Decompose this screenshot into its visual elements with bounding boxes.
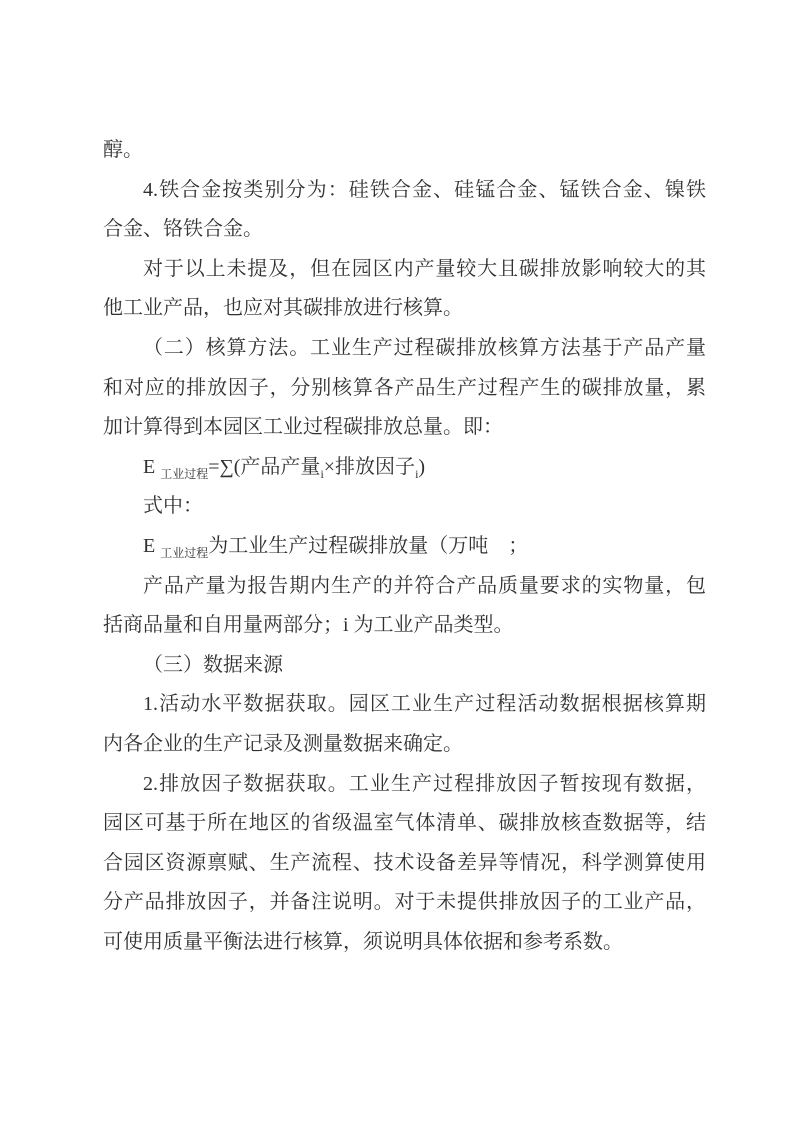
text-line <box>103 487 706 527</box>
text-line <box>103 289 706 329</box>
text-run: E <box>143 455 161 478</box>
text-line <box>103 369 706 409</box>
subscript: 工业过程 <box>160 545 209 560</box>
text-run: 可使用质量平衡法进行核算，须说明具体依据和参考系数。 <box>103 930 623 953</box>
text-run: E <box>143 534 161 557</box>
para-data-sources-heading <box>103 646 706 686</box>
text-run: 内各企业的生产记录及测量数据来确定。 <box>103 732 463 755</box>
text-run: 合园区资源禀赋、生产流程、技术设备差异等情况，科学测算使用 <box>103 851 706 874</box>
text-run: 醇。 <box>103 139 143 161</box>
text-line <box>103 567 706 607</box>
subscript: 工业过程 <box>160 466 209 481</box>
para-activity-level-data <box>103 685 706 764</box>
text-run: 加计算得到本园区工业过程碳排放总量。即： <box>103 416 503 439</box>
text-line <box>103 923 706 963</box>
formula-industrial-process-emissions <box>103 448 706 488</box>
text-run: 合金、铬铁合金。 <box>103 218 263 241</box>
text-run: =∑(产品产量 <box>208 455 321 478</box>
text-run: 和对应的排放因子，分别核算各产品生产过程产生的碳排放量，累 <box>103 376 706 399</box>
text-line <box>103 448 706 488</box>
para-formula-where <box>103 487 706 527</box>
text-run: （二）核算方法。工业生产过程碳排放核算方法基于产品产量 <box>143 336 706 359</box>
document-body <box>103 131 706 962</box>
text-line <box>103 883 706 923</box>
para-term-e-definition <box>103 527 706 567</box>
text-line <box>103 844 706 884</box>
text-run: 2.排放因子数据获取。工业生产过程排放因子暂按现有数据， <box>143 772 706 795</box>
text-run: 分产品排放因子，并备注说明。对于未提供排放因子的工业产品， <box>103 891 706 914</box>
text-line <box>103 408 706 448</box>
text-run: 式中： <box>143 495 203 518</box>
text-run: 1.活动水平数据获取。园区工业生产过程活动数据根据核算期 <box>143 693 706 716</box>
subscript: i <box>320 466 324 481</box>
text-run: 为工业生产过程碳排放量（万吨 ； <box>208 534 529 557</box>
text-line <box>103 765 706 805</box>
text-run: ×排放因子 <box>323 455 416 478</box>
text-run: 括商品量和自用量两部分；i 为工业产品类型。 <box>103 614 514 637</box>
para-emission-factor-data <box>103 765 706 963</box>
text-line <box>103 250 706 290</box>
text-run: 他工业产品，也应对其碳排放进行核算。 <box>103 297 463 320</box>
text-run: ) <box>418 455 426 478</box>
text-run: 4.铁合金按类别分为：硅铁合金、硅锰合金、锰铁合金、镍铁 <box>143 178 706 201</box>
text-line <box>103 210 706 250</box>
text-line <box>103 171 706 211</box>
para-other-industrial-products <box>103 250 706 329</box>
text-line <box>103 646 706 686</box>
text-line <box>103 685 706 725</box>
text-line <box>103 725 706 765</box>
para-term-product-output-definition <box>103 567 706 646</box>
para-prev-page-continuation <box>103 131 706 171</box>
subscript: i <box>415 466 419 481</box>
text-line <box>103 606 706 646</box>
text-run: 对于以上未提及，但在园区内产量较大且碳排放影响较大的其 <box>143 257 706 280</box>
text-run: 园区可基于所在地区的省级温室气体清单、碳排放核查数据等，结 <box>103 812 706 835</box>
text-line <box>103 527 706 567</box>
text-run: （三）数据来源 <box>143 653 283 676</box>
text-line <box>103 804 706 844</box>
text-run: 产品产量为报告期内生产的并符合产品质量要求的实物量，包 <box>143 574 706 597</box>
para-ferroalloy-types <box>103 171 706 250</box>
para-accounting-method <box>103 329 706 448</box>
text-line <box>103 131 706 171</box>
text-line <box>103 329 706 369</box>
